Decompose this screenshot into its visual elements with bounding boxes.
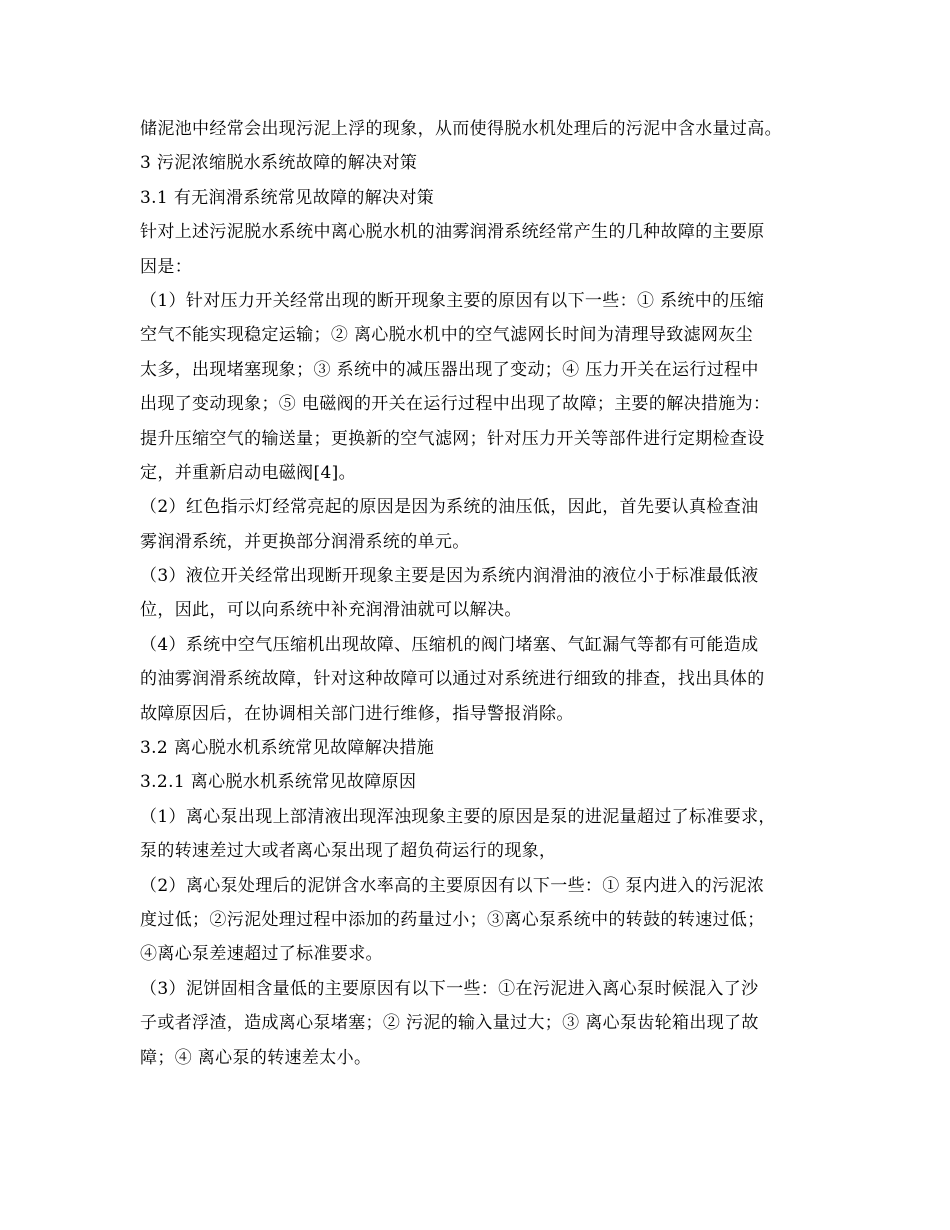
- list-item-line: 度过低；②污泥处理过程中添加的药量过小；③离心泵系统中的转鼓的转速过低；: [140, 909, 765, 930]
- list-item-line: 雾润滑系统，并更换部分润滑系统的单元。: [140, 531, 470, 552]
- list-item-line: 的油雾润滑系统故障，针对这种故障可以通过对系统进行细致的排查，找出具体的: [140, 669, 765, 690]
- body-text-line: 储泥池中经常会出现污泥上浮的现象，从而使得脱水机处理后的污泥中含水量过高。: [140, 119, 782, 139]
- list-item-line: 太多，出现堵塞现象；③ 系统中的减压器出现了变动；④ 压力开关在运行过程中: [140, 359, 759, 380]
- subsection-heading: 3.1 有无润滑系统常见故障的解决对策: [140, 187, 435, 208]
- list-item-line: （1）离心泵出现上部清液出现浑浊现象主要的原因是泵的进泥量超过了标准要求，: [140, 806, 776, 827]
- list-item-line: （4）系统中空气压缩机出现故障、压缩机的阀门堵塞、气缸漏气等都有可能造成: [140, 634, 759, 655]
- list-item-line: ④离心泵差速超过了标准要求。: [140, 944, 383, 965]
- list-item-line: （2）红色指示灯经常亮起的原因是因为系统的油压低，因此，首先要认真检查油: [140, 497, 759, 518]
- list-item-line: 故障原因后，在协调相关部门进行维修，指导警报消除。: [140, 703, 574, 724]
- body-text-line: 因是：: [140, 256, 193, 277]
- list-item-line: （1）针对压力开关经常出现的断开现象主要的原因有以下一些：① 系统中的压缩: [140, 290, 765, 311]
- list-item-line: 位，因此，可以向系统中补充润滑油就可以解决。: [140, 600, 522, 621]
- list-item-line: 泵的转速差过大或者离心泵出现了超负荷运行的现象，: [140, 841, 557, 862]
- subsection-heading: 3.2.1 离心脱水机系统常见故障原因: [140, 772, 417, 793]
- list-item-line: 定，并重新启动电磁阀[4]。: [140, 462, 356, 483]
- subsection-heading: 3.2 离心脱水机系统常见故障解决措施: [140, 738, 435, 759]
- list-item-line: 出现了变动现象；⑤ 电磁阀的开关在运行过程中出现了故障；主要的解决措施为：: [140, 394, 771, 415]
- list-item-line: 空气不能实现稳定运输；② 离心脱水机中的空气滤网长时间为清理导致滤网灰尘: [140, 325, 754, 346]
- body-text-line: 针对上述污泥脱水系统中离心脱水机的油雾润滑系统经常产生的几种故障的主要原: [140, 222, 765, 243]
- document-page: [140, 112, 820, 1075]
- list-item-line: 障；④ 离心泵的转速差太小。: [140, 1047, 372, 1068]
- list-item-line: 子或者浮渣，造成离心泵堵塞；② 污泥的输入量过大；③ 离心泵齿轮箱出现了故: [140, 1013, 759, 1034]
- section-heading: 3 污泥浓缩脱水系统故障的解决对策: [140, 153, 418, 174]
- list-item-line: （3）泥饼固相含量低的主要原因有以下一些：①在污泥进入离心泵时候混入了沙: [140, 978, 759, 999]
- list-item-line: （3）液位开关经常出现断开现象主要是因为系统内润滑油的液位小于标准最低液: [140, 566, 759, 587]
- list-item-line: 提升压缩空气的输送量；更换新的空气滤网；针对压力开关等部件进行定期检查设: [140, 428, 765, 449]
- list-item-line: （2）离心泵处理后的泥饼含水率高的主要原因有以下一些：① 泵内进入的污泥浓: [140, 875, 765, 896]
